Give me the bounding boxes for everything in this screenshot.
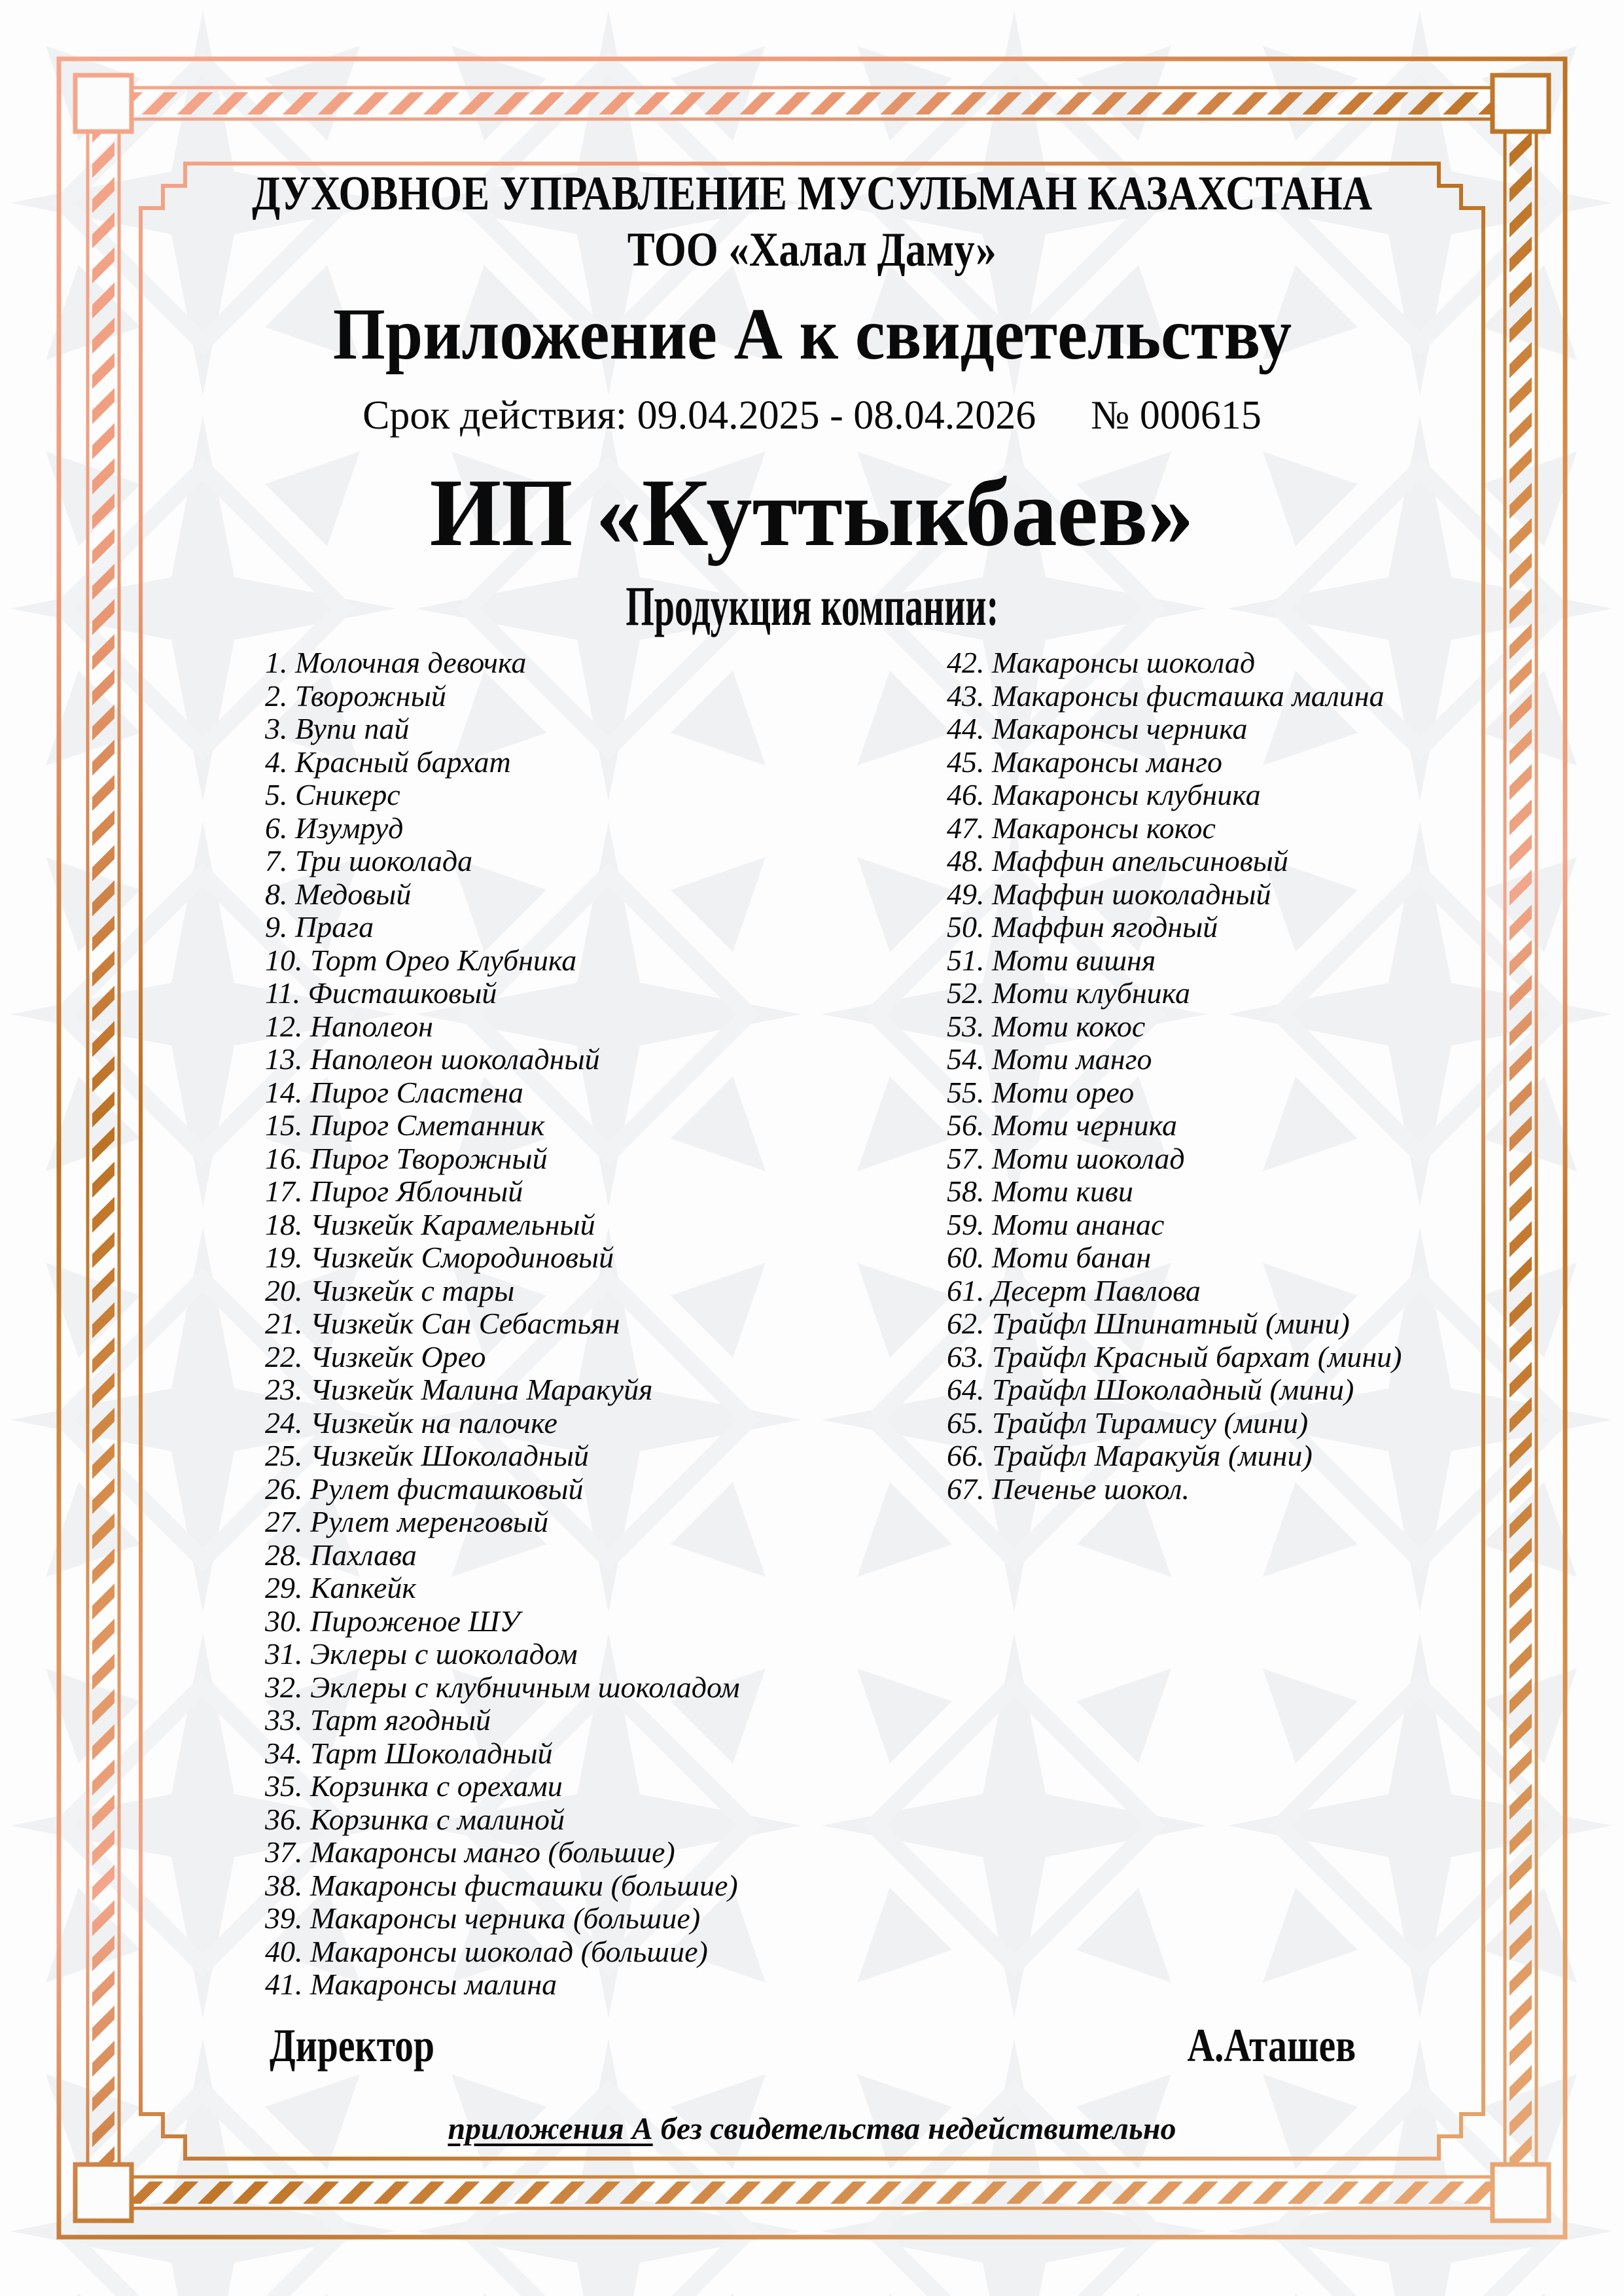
product-item: 27. Рулет меренговый [265, 1505, 549, 1538]
product-item: 47. Макаронсы кокос [947, 811, 1216, 845]
product-item: 61. Десерт Павлова [947, 1273, 1201, 1307]
product-item: 23. Чизкейк Малина Маракуйя [265, 1373, 653, 1406]
product-item: 52. Моти клубника [947, 976, 1191, 1010]
product-item: 50. Маффин ягодный [947, 910, 1218, 944]
product-item: 20. Чизкейк с тары [265, 1273, 515, 1307]
product-item: 39. Макаронсы черника (большие) [265, 1901, 701, 1935]
product-item: 58. Моти киви [947, 1174, 1133, 1208]
product-item: 29. Капкейк [265, 1571, 416, 1604]
footer-note [0, 2111, 1624, 2147]
product-item: 44. Макаронсы черника [947, 712, 1248, 745]
product-item: 6. Изумруд [265, 811, 404, 845]
director-label: Директор [270, 2019, 434, 2072]
company-name [0, 461, 1624, 565]
product-item: 11. Фисташковый [265, 976, 497, 1010]
product-item: 4. Красный бархат [265, 745, 511, 779]
product-item: 3. Вупи пай [265, 712, 410, 745]
director-name: А.Аташев [1187, 2019, 1356, 2072]
page-title-text: Приложение А к свидетельству [332, 294, 1292, 375]
signature-row [270, 2019, 1356, 2072]
product-item: 31. Эклеры с шоколадом [265, 1637, 578, 1670]
product-item: 56. Моти черника [947, 1108, 1177, 1142]
product-item: 17. Пирог Яблочный [265, 1174, 523, 1208]
product-item: 64. Трайфл Шоколадный (мини) [947, 1373, 1354, 1406]
company-name-text: ИП «Куттыкбаев» [430, 459, 1194, 567]
product-item: 51. Моти вишня [947, 943, 1156, 977]
product-item: 42. Макаронсы шоколад [947, 646, 1256, 679]
product-item: 30. Пироженое ШУ [265, 1604, 520, 1638]
product-item: 37. Макаронсы манго (большие) [265, 1835, 675, 1869]
footer-note-underlined: приложения А [448, 2111, 653, 2146]
product-list-column-1 [265, 646, 740, 2002]
product-item: 7. Три шоколада [265, 844, 473, 877]
product-item: 49. Маффин шоколадный [947, 877, 1271, 911]
product-item: 8. Медовый [265, 877, 412, 911]
product-item: 35. Корзинка с орехами [265, 1769, 563, 1803]
product-item: 36. Корзинка с малиной [265, 1802, 565, 1836]
product-item: 41. Макаронсы малина [265, 1968, 557, 2001]
product-item: 38. Макаронсы фисташки (большие) [265, 1868, 738, 1902]
product-item: 63. Трайфл Красный бархат (мини) [947, 1339, 1402, 1373]
product-item: 59. Моти ананас [947, 1207, 1165, 1241]
product-item: 57. Моти шоколад [947, 1141, 1185, 1175]
product-item: 40. Макаронсы шоколад (большие) [265, 1934, 708, 1968]
certificate-number: № 000615 [1091, 393, 1262, 438]
product-item: 5. Сникерс [265, 778, 400, 811]
page-title [0, 296, 1624, 373]
product-item: 62. Трайфл Шпинатный (мини) [947, 1307, 1350, 1340]
product-item: 12. Наполеон [265, 1009, 433, 1043]
product-item: 10. Торт Орео Клубника [265, 943, 577, 977]
validity-row [0, 393, 1624, 438]
product-item: 60. Моти банан [947, 1241, 1152, 1274]
org-name-line1-text: ДУХОВНОЕ УПРАВЛЕНИЕ МУСУЛЬМАН КАЗАХСТАНА [251, 167, 1373, 221]
products-heading-text: Продукция компании: [626, 574, 998, 637]
product-item: 67. Печенье шокол. [947, 1472, 1190, 1506]
org-name-line1 [0, 169, 1624, 219]
product-item: 16. Пирог Творожный [265, 1141, 548, 1175]
validity-dates: Срок действия: 09.04.2025 - 08.04.2026 [362, 393, 1036, 438]
product-item: 45. Макаронсы манго [947, 745, 1223, 779]
product-item: 55. Моти орео [947, 1075, 1135, 1109]
product-item: 66. Трайфл Маракуйя (мини) [947, 1439, 1313, 1472]
product-item: 9. Прага [265, 910, 374, 944]
product-item: 32. Эклеры с клубничным шоколадом [265, 1670, 740, 1704]
product-item: 53. Моти кокос [947, 1009, 1146, 1043]
product-item: 18. Чизкейк Карамельный [265, 1207, 595, 1241]
org-name-line2 [0, 225, 1624, 275]
footer-note-rest: без свидетельства недействительно [652, 2111, 1176, 2146]
product-item: 26. Рулет фисташковый [265, 1472, 584, 1506]
product-item: 54. Моти манго [947, 1042, 1152, 1076]
product-item: 33. Тарт ягодный [265, 1703, 491, 1737]
product-item: 22. Чизкейк Орео [265, 1339, 486, 1373]
products-heading [0, 576, 1624, 636]
product-list-column-2 [947, 646, 1402, 1506]
product-item: 19. Чизкейк Смородиновый [265, 1241, 614, 1274]
product-item: 46. Макаронсы клубника [947, 778, 1261, 811]
product-item: 15. Пирог Сметанник [265, 1108, 545, 1142]
product-item: 34. Тарт Шоколадный [265, 1736, 553, 1770]
product-item: 2. Творожный [265, 679, 446, 713]
product-item: 65. Трайфл Тирамису (мини) [947, 1405, 1309, 1439]
product-item: 13. Наполеон шоколадный [265, 1042, 600, 1076]
product-item: 14. Пирог Сластена [265, 1075, 523, 1109]
org-name-line2-text: ТОО «Халал Даму» [627, 223, 997, 277]
product-item: 48. Маффин апельсиновый [947, 844, 1288, 877]
product-item: 28. Пахлава [265, 1538, 417, 1572]
product-item: 24. Чизкейк на палочке [265, 1405, 557, 1439]
product-item: 43. Макаронсы фисташка малина [947, 679, 1385, 713]
product-item: 25. Чизкейк Шоколадный [265, 1439, 589, 1472]
product-item: 21. Чизкейк Сан Себастьян [265, 1307, 620, 1340]
product-item: 1. Молочная девочка [265, 646, 527, 679]
